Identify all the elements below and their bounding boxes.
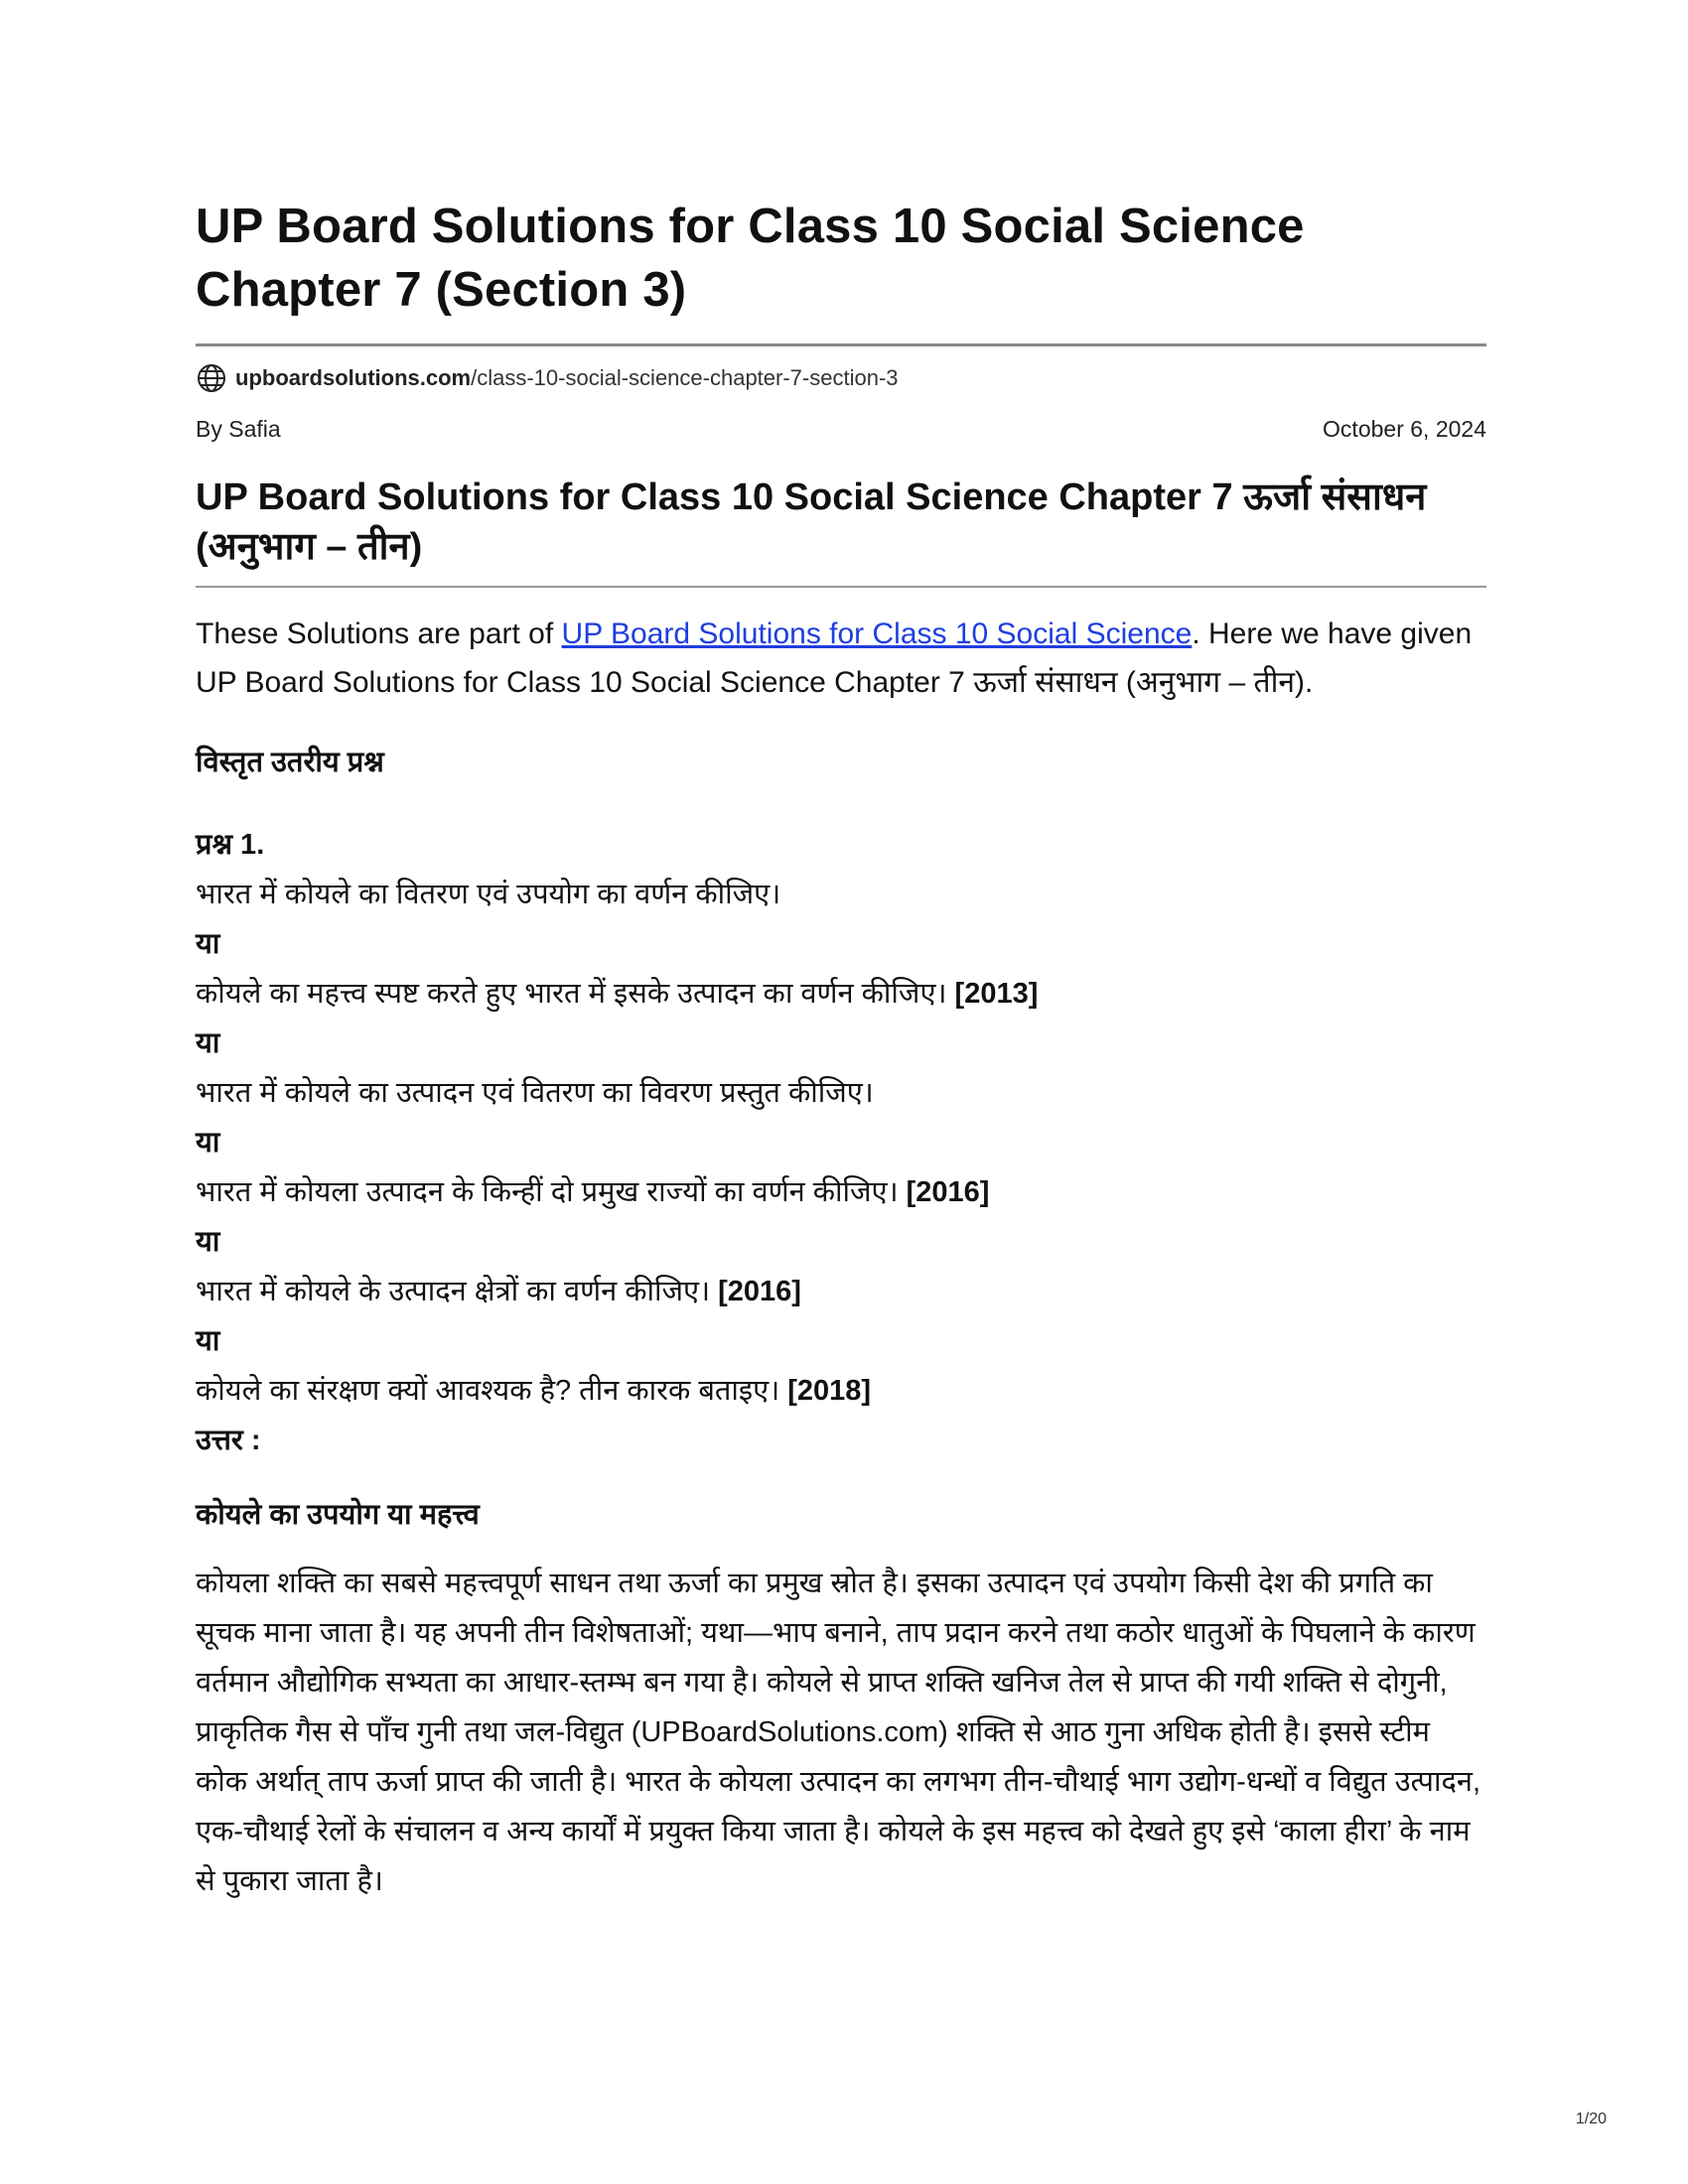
question-line (196, 1366, 1486, 1416)
page-title: UP Board Solutions for Class 10 Social Science Chapter 7 (Section 3) (196, 200, 1305, 317)
intro-paragraph (196, 610, 1486, 707)
author: By Safia (196, 416, 281, 442)
question-line (196, 1267, 1486, 1316)
exam-year-tag: [2016] (718, 1276, 801, 1307)
question-line (196, 1068, 1486, 1118)
question-text: कोयले का महत्त्व स्पष्ट करते हुए भारत में इसके उत्पादन का वर्णन कीजिए। (196, 978, 947, 1010)
answer-paragraph: कोयला शक्ति का सबसे महत्त्वपूर्ण साधन तथा ऊर्जा का प्रमुख स्रोत है। इसका उत्पादन एवं उपयोग किसी देश की प्रगति का सूचक माना जाता है। यह अपनी तीन विशेषताओं; यथा—भाप बनाने, ताप प्रदान करने तथा कठोर धातुओं के पिघलाने के कारण वर्तमान औद्योगिक सभ्यता का आधार-स्तम्भ बन गया है। कोयले से प्राप्त शक्ति खनिज तेल से प्राप्त की गयी शक्ति से दोगुनी, प्राकृतिक गैस से पाँच गुनी तथा जल-विद्युत (UPBoardSolutions.com) शक्ति से आठ गुना अधिक होती है। इससे स्टीम कोक अर्थात् ताप ऊर्जा प्राप्त की जाती है। भारत के कोयला उत्पादन का लगभग तीन-चौथाई भाग उद्योग-धन्धों व विद्युत उत्पादन, एक-चौथाई रेलों के संचालन व अन्य कार्यों में प्रयुक्त किया जाता है। कोयले के इस महत्त्व को देखते हुए इसे ‘काला हीरा’ के नाम से पुकारा जाता है। (196, 1568, 1481, 1897)
question-or-separator (196, 919, 1486, 969)
exam-year-tag: [2018] (787, 1375, 872, 1407)
solutions-link[interactable]: UP Board Solutions for Class 10 Social Science (561, 617, 1193, 650)
answer-label: उत्तर : (196, 1425, 261, 1456)
globe-icon (196, 362, 227, 394)
question-line (196, 969, 1486, 1019)
question-text: या (196, 1325, 220, 1357)
page-number: 1/20 (1575, 2111, 1607, 2127)
intro-text-after: . Here we have given UP Board Solutions for Class 10 Social Science Chapter 7 ऊर्जा संसाधन (अनुभाग – तीन). (196, 617, 1473, 699)
heading-divider (196, 586, 1486, 588)
question-text: भारत में कोयले का वितरण एवं उपयोग का वर्णन कीजिए। (196, 879, 781, 910)
question-lines (196, 870, 1486, 1416)
question-line (196, 1167, 1486, 1217)
question-text: या (196, 1127, 220, 1159)
section-heading: विस्तृत उतरीय प्रश्न (196, 747, 384, 778)
title-divider (196, 343, 1486, 346)
exam-year-tag: [2016] (906, 1176, 990, 1208)
article-heading: UP Board Solutions for Class 10 Social Science Chapter 7 ऊर्जा संसाधन (अनुभाग – तीन) (196, 477, 1427, 568)
question-or-separator (196, 1019, 1486, 1068)
question-text: या (196, 928, 220, 960)
intro-text-before: These Solutions are part of (196, 617, 562, 650)
question-text: कोयले का संरक्षण क्यों आवश्यक है? तीन कारक बताइए। (196, 1375, 780, 1407)
question-line (196, 870, 1486, 919)
source-url[interactable] (196, 362, 1486, 394)
question-label: प्रश्न 1. (196, 829, 265, 861)
question-text: भारत में कोयले के उत्पादन क्षेत्रों का वर्णन कीजिए। (196, 1276, 711, 1307)
exam-year-tag: [2013] (954, 978, 1039, 1010)
url-path: /class-10-social-science-chapter-7-section-3 (471, 365, 899, 390)
publish-date: October 6, 2024 (1323, 416, 1486, 442)
question-text: या (196, 1027, 220, 1059)
answer-heading: कोयले का उपयोग या महत्त्व (196, 1499, 480, 1531)
url-domain: upboardsolutions.com (235, 365, 472, 390)
byline (196, 416, 1486, 443)
question-or-separator (196, 1217, 1486, 1267)
question-text: भारत में कोयला उत्पादन के किन्हीं दो प्रमुख राज्यों का वर्णन कीजिए। (196, 1176, 899, 1208)
question-or-separator (196, 1118, 1486, 1167)
question-or-separator (196, 1316, 1486, 1366)
document-page (196, 195, 1486, 1906)
question-text: भारत में कोयले का उत्पादन एवं वितरण का विवरण प्रस्तुत कीजिए। (196, 1077, 874, 1109)
question-text: या (196, 1226, 220, 1258)
question-block (196, 820, 1486, 1465)
